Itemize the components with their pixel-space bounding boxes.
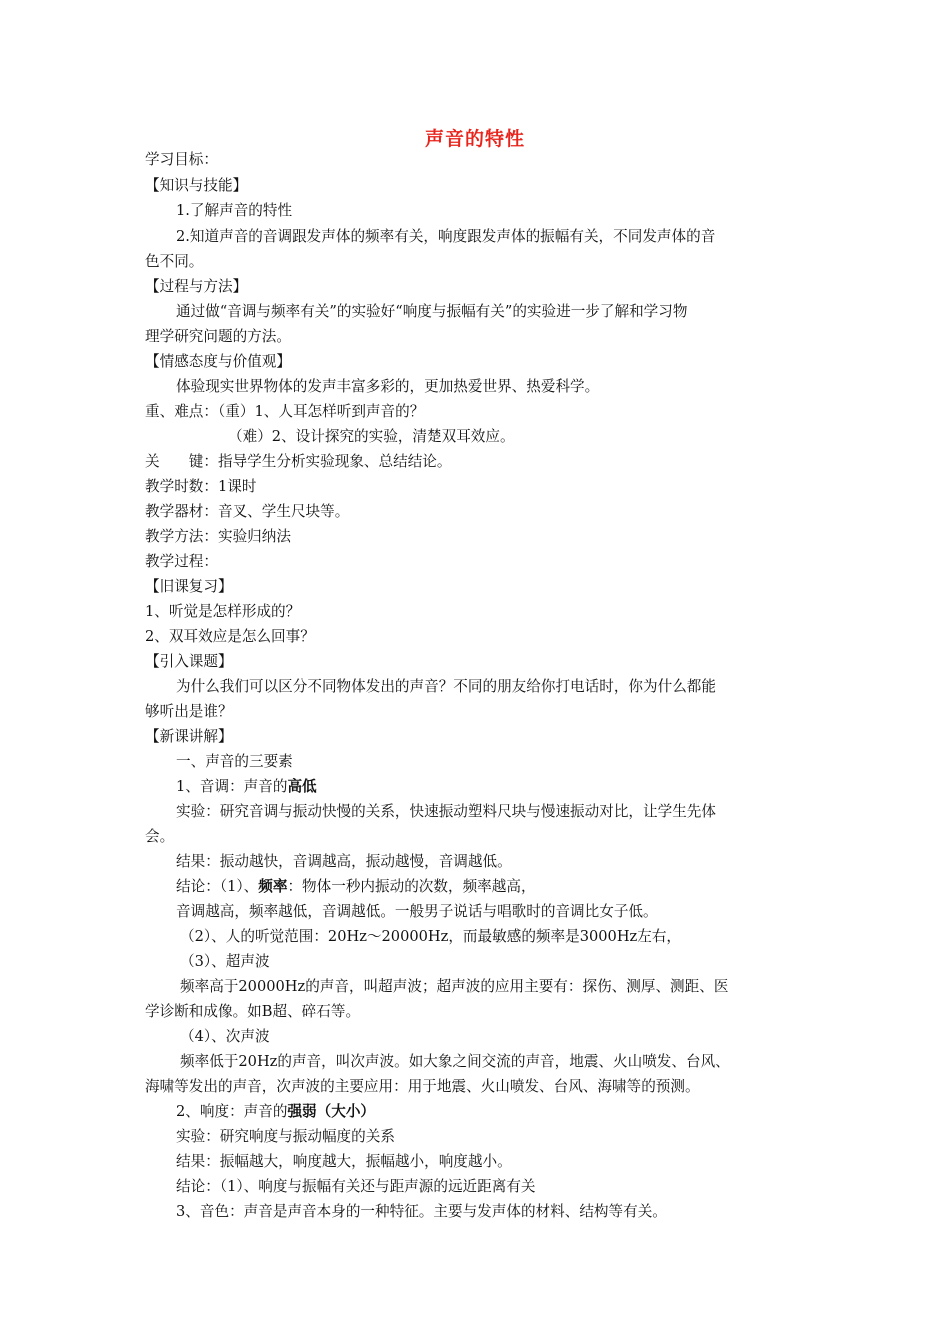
key-label: 关 键：	[145, 453, 218, 470]
document-title: 声音的特性	[424, 128, 525, 150]
process-text-cont: 理学研究问题的方法。	[145, 328, 291, 345]
teaching-method-label: 教学方法：	[145, 528, 218, 545]
teaching-equipment-line	[145, 502, 349, 522]
pitch-experiment-cont: 会。	[145, 828, 175, 845]
loudness-title-bold: 强弱（大小）	[287, 1103, 376, 1120]
teaching-method-value: 实验归纳法	[217, 528, 291, 545]
new-lesson-heading: 【新课讲解】	[145, 728, 233, 745]
review-question-1: 1、听觉是怎样形成的？	[145, 603, 301, 620]
teaching-time-line	[145, 477, 256, 497]
timbre-text: 3、音色：声音是声音本身的一种特征。主要与发声体的材料、结构等有关。	[176, 1203, 667, 1220]
teaching-time-value: 1课时	[217, 478, 257, 495]
pitch-title-prefix: 1、音调：声音的	[176, 778, 288, 795]
ultrasonic-text: 频率高于20000Hz的声音，叫超声波；超声波的应用主要有：探伤、测厚、测距、医	[180, 978, 729, 995]
review-question-2: 2、双耳效应是怎么回事？	[145, 628, 315, 645]
knowledge-item-1: 1.了解声音的特性	[176, 202, 293, 219]
teaching-time-label: 教学时数：	[145, 478, 218, 495]
pitch-title	[176, 777, 317, 797]
frequency-term: 频率	[258, 878, 288, 895]
intro-text-cont: 够听出是谁？	[145, 703, 233, 720]
teaching-method-line	[145, 527, 291, 547]
review-heading: 【旧课复习】	[145, 578, 233, 595]
key-points-important: （重）1、人耳怎样听到声音的？	[217, 403, 425, 420]
emotion-text: 体验现实世界物体的发声丰富多彩的，更加热爱世界、热爱科学。	[176, 378, 600, 395]
loudness-experiment: 实验：研究响度与振动幅度的关系	[176, 1128, 395, 1145]
loudness-title-prefix: 2、响度：声音的	[176, 1103, 288, 1120]
infrasonic-heading: （4）、次声波	[180, 1028, 270, 1045]
infrasonic-text: 频率低于20Hz的声音，叫次声波。如大象之间交流的声音，地震、火山喷发、台风、	[180, 1053, 730, 1070]
teaching-process-label: 教学过程：	[145, 553, 218, 570]
pitch-title-bold: 高低	[287, 778, 317, 795]
key-points-difficult: （难）2、设计探究的实验，清楚双耳效应。	[228, 428, 515, 445]
loudness-title	[176, 1102, 375, 1122]
knowledge-item-2-cont: 色不同。	[145, 253, 204, 270]
ultrasonic-text-cont: 学诊断和成像。如B超、碎石等。	[145, 1003, 361, 1020]
key-points-line	[145, 402, 424, 422]
emotion-heading: 【情感态度与价值观】	[145, 353, 291, 370]
loudness-conclusion: 结论：（1）、响度与振幅有关还与距声源的远近距离有关	[176, 1178, 536, 1195]
section-heading: 一、声音的三要素	[176, 753, 293, 770]
process-heading: 【过程与方法】	[145, 278, 248, 295]
key-line	[145, 452, 452, 472]
pitch-conclusion-prefix: 结论：（1）、	[176, 878, 259, 895]
pitch-conclusion-cont: 音调越高，频率越低，音调越低。一般男子说话与唱歌时的音调比女子低。	[176, 903, 658, 920]
pitch-conclusion	[176, 877, 536, 897]
pitch-experiment: 实验：研究音调与振动快慢的关系，快速振动塑料尺块与慢速振动对比，让学生先体	[176, 803, 716, 820]
pitch-result: 结果：振动越快，音调越高，振动越慢，音调越低。	[176, 853, 512, 870]
key-points-label: 重、难点：	[145, 403, 218, 420]
intro-text: 为什么我们可以区分不同物体发出的声音？不同的朋友给你打电话时，你为什么都能	[176, 678, 716, 695]
intro-heading: 【引入课题】	[145, 653, 233, 670]
knowledge-heading: 【知识与技能】	[145, 177, 248, 194]
hearing-range: （2）、人的听觉范围：20Hz～20000Hz，而最敏感的频率是3000Hz左右，	[180, 928, 682, 945]
objectives-label: 学习目标：	[145, 151, 218, 168]
teaching-equipment-value: 音叉、学生尺块等。	[217, 503, 350, 520]
teaching-equipment-label: 教学器材：	[145, 503, 218, 520]
key-text: 指导学生分析实验现象、总结结论。	[217, 453, 452, 470]
ultrasonic-heading: （3）、超声波	[180, 953, 270, 970]
pitch-conclusion-rest: ：物体一秒内振动的次数，频率越高，	[287, 878, 536, 895]
process-text: 通过做“音调与频率有关”的实验好“响度与振幅有关”的实验进一步了解和学习物	[176, 303, 688, 320]
knowledge-item-2: 2.知道声音的音调跟发声体的频率有关，响度跟发声体的振幅有关，不同发声体的音	[176, 228, 716, 245]
loudness-result: 结果：振幅越大，响度越大，振幅越小，响度越小。	[176, 1153, 512, 1170]
infrasonic-text-cont: 海啸等发出的声音，次声波的主要应用：用于地震、火山喷发、台风、海啸等的预测。	[145, 1078, 700, 1095]
